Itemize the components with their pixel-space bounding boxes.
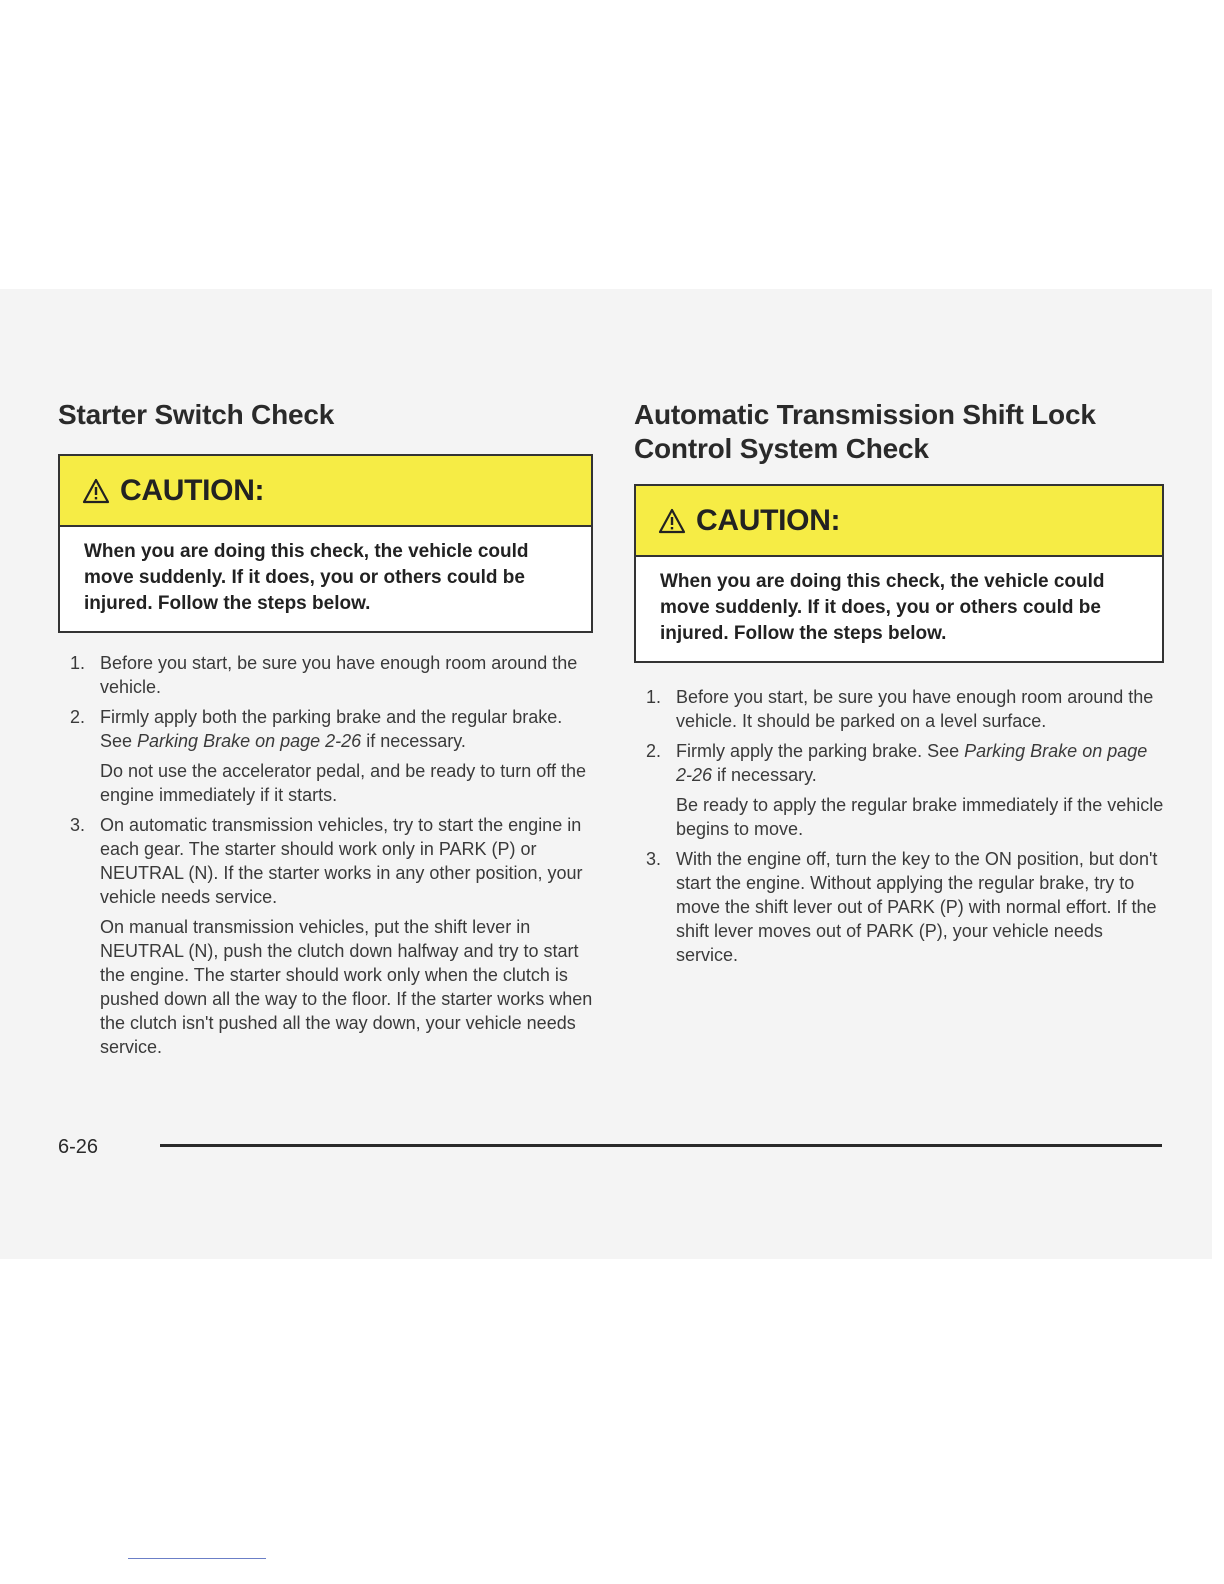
caution-title: CAUTION:	[696, 503, 841, 537]
step-text	[676, 739, 1164, 787]
page-reference-link[interactable]: Parking Brake on page 2-26	[676, 741, 1148, 785]
caution-box	[58, 454, 593, 633]
step-text	[100, 705, 593, 753]
step-note: Be ready to apply the regular brake immediately if the vehicle begins to move.	[676, 795, 1164, 839]
page-reference-link[interactable]: Parking Brake on page 2-26	[137, 731, 362, 751]
divider	[128, 1558, 266, 1559]
step-text-part: Firmly apply the parking brake. See	[676, 741, 965, 761]
section-title-starter-switch: Starter Switch Check	[58, 399, 335, 430]
list-item	[58, 651, 593, 699]
step-text-part: Firmly apply both the parking brake and the regular brake. See	[100, 707, 563, 751]
step-text: On automatic transmission vehicles, try to start the engine in each gear. The starter should work only in PARK (P) or NEUTRAL (N). If the starter works in any other position, your vehicle needs service.	[100, 815, 583, 907]
caution-title: CAUTION:	[120, 473, 265, 507]
step-number: 2.	[646, 741, 662, 761]
list-item	[634, 739, 1164, 841]
step-text: With the engine off, turn the key to the ON position, but don't start the engine. Without applying the regular brake, try to move the shift lever out of PARK (P) with normal effort. If the shift lever moves out of PARK (P), your vehicle needs service.	[676, 849, 1158, 965]
step-text-part: if necessary.	[712, 765, 817, 785]
caution-header	[636, 486, 1162, 557]
step-number: 3.	[70, 815, 86, 835]
footer-rule	[160, 1144, 1162, 1147]
right-column	[634, 398, 1164, 973]
list-item	[634, 685, 1164, 733]
caution-text: When you are doing this check, the vehicle could move suddenly. If it does, you or others could be injured. Follow the steps below.	[660, 571, 1105, 644]
step-text: Before you start, be sure you have enough room around the vehicle. It should be parked on a level surface.	[676, 687, 1154, 731]
warning-triangle-icon	[82, 478, 110, 504]
section-title-shift-lock: Automatic Transmission Shift Lock Control System Check	[634, 399, 1096, 464]
caution-text: When you are doing this check, the vehicle could move suddenly. If it does, you or others could be injured. Follow the steps below.	[84, 541, 529, 614]
caution-box	[634, 484, 1164, 663]
list-item	[634, 847, 1164, 967]
steps-list	[58, 651, 593, 1059]
step-note: On manual transmission vehicles, put the shift lever in NEUTRAL (N), push the clutch down halfway and try to start the engine. The starter should work only when the clutch is pushed down all the way to the floor. If the starter works when the clutch isn't pushed all the way down, your vehicle needs service.	[100, 917, 593, 1057]
caution-header	[60, 456, 591, 527]
step-number: 3.	[646, 849, 662, 869]
step-text-part: if necessary.	[361, 731, 466, 751]
step-text: Before you start, be sure you have enough room around the vehicle.	[100, 653, 578, 697]
left-column	[58, 398, 593, 1065]
warning-triangle-icon	[658, 508, 686, 534]
step-number: 1.	[646, 687, 662, 707]
list-item	[58, 813, 593, 1059]
step-number: 1.	[70, 653, 86, 673]
page-number: 6-26	[58, 1136, 99, 1158]
step-note: Do not use the accelerator pedal, and be ready to turn off the engine immediately if it starts.	[100, 761, 586, 805]
step-number: 2.	[70, 707, 86, 727]
steps-list	[634, 685, 1164, 967]
list-item	[58, 705, 593, 807]
